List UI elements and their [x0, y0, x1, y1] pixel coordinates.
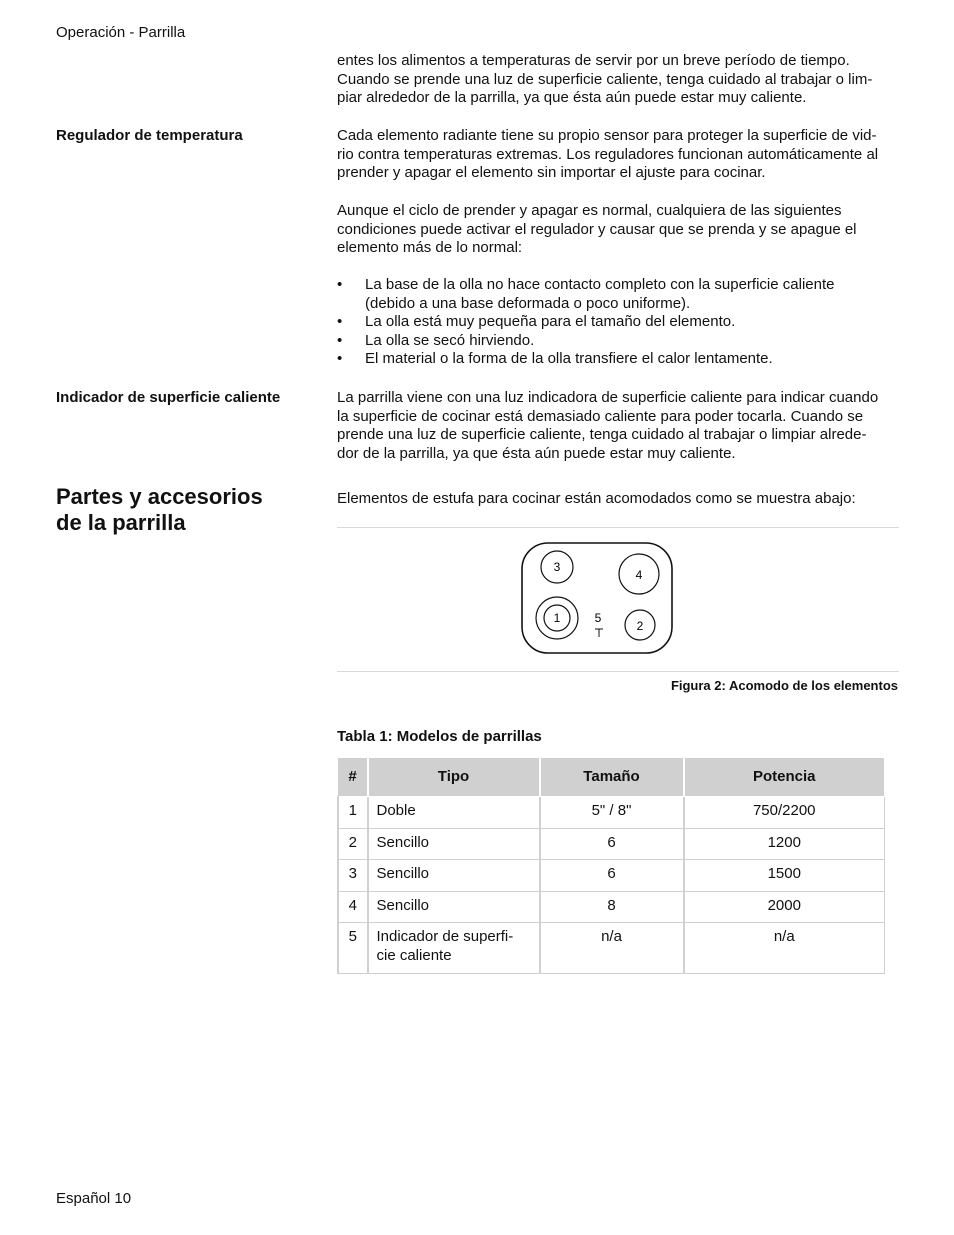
table-row	[338, 797, 885, 829]
cell-tipo: Indicador de superfi- cie caliente	[368, 923, 540, 973]
text-line: Aunque el ciclo de prender y apagar es normal, cualquiera de las siguientes	[337, 202, 842, 219]
intro-line: Cuando se prende una luz de superficie caliente, tenga cuidado al trabajar o lim-	[337, 70, 873, 88]
cell-num: 2	[338, 828, 368, 860]
col-header-tipo: Tipo	[368, 758, 540, 797]
list-item: • El material o la forma de la olla transfiere el calor lentamente.	[337, 350, 899, 369]
element-5-label: 5	[594, 611, 602, 625]
cell-potencia: n/a	[684, 923, 885, 973]
table-row	[338, 891, 885, 923]
list-item: • La base de la olla no hace contacto completo con la superficie caliente (debido a una base deformada o poco uniforme).	[337, 276, 899, 313]
page-header: Operación - Parrilla	[56, 24, 186, 41]
text-line: condiciones puede activar el regulador y causar que se prenda y se apague el	[337, 220, 857, 238]
element-4-label: 4	[635, 568, 643, 582]
text-line: dor de la parrilla, ya que ésta aún puede estar muy caliente.	[337, 444, 736, 462]
cell-num: 4	[338, 891, 368, 923]
models-table	[337, 757, 885, 974]
col-header-potencia: Potencia	[684, 758, 885, 797]
cell-tamano: n/a	[540, 923, 684, 973]
regulator-paragraph-2	[337, 202, 899, 258]
cell-potencia: 2000	[684, 891, 885, 923]
text-line: prender y apagar el elemento sin importar el ajuste para cocinar.	[337, 164, 766, 182]
table-caption: Tabla 1: Modelos de parrillas	[337, 728, 542, 745]
parts-heading: Partes y accesorios de la parrilla	[56, 484, 263, 535]
element-1-label: 1	[553, 611, 561, 625]
element-3-label: 3	[553, 560, 561, 574]
table-header-row	[338, 758, 885, 797]
intro-line: entes los alimentos a temperaturas de servir por un breve período de tiempo.	[337, 52, 850, 69]
list-item: • La olla está muy pequeña para el tamaño del elemento.	[337, 313, 899, 332]
cell-tamano: 6	[540, 828, 684, 860]
text-line: elemento más de lo normal:	[337, 239, 523, 257]
text-line: prende una luz de superficie caliente, tenga cuidado al trabajar o limpiar alrede-	[337, 426, 867, 444]
regulator-paragraph-1	[337, 127, 899, 183]
table-row	[338, 860, 885, 892]
text-line: rio contra temperaturas extremas. Los reguladores funcionan automáticamente al	[337, 145, 879, 163]
text-line: la superficie de cocinar está demasiado caliente para poder tocarla. Cuando se	[337, 407, 864, 425]
cooktop-layout-figure	[520, 541, 676, 656]
intro-line: piar alrededor de la parrilla, ya que ésta aún puede estar muy caliente.	[337, 89, 807, 107]
cell-tipo: Sencillo	[368, 891, 540, 923]
parts-intro-text: Elementos de estufa para cocinar están acomodados como se muestra abajo:	[337, 490, 856, 507]
indicator-heading: Indicador de superficie caliente	[56, 389, 281, 406]
table-row	[338, 923, 885, 973]
cell-tamano: 5" / 8"	[540, 797, 684, 829]
cell-potencia: 750/2200	[684, 797, 885, 829]
cell-num: 3	[338, 860, 368, 892]
col-header-num: #	[338, 758, 368, 797]
indicator-paragraph	[337, 389, 899, 463]
list-item: • La olla se secó hirviendo.	[337, 332, 899, 351]
regulator-conditions-list	[337, 276, 899, 369]
text-line: La parrilla viene con una luz indicadora de superficie caliente para indicar cuando	[337, 389, 879, 406]
figure-bottom-divider	[337, 671, 899, 672]
cell-tipo: Doble	[368, 797, 540, 829]
regulator-heading: Regulador de temperatura	[56, 127, 243, 144]
cell-tipo: Sencillo	[368, 860, 540, 892]
cell-tamano: 6	[540, 860, 684, 892]
element-2-label: 2	[636, 619, 644, 633]
cell-num: 5	[338, 923, 368, 973]
figure-caption: Figura 2: Acomodo de los elementos	[670, 678, 898, 693]
col-header-tamano: Tamaño	[540, 758, 684, 797]
table-row	[338, 828, 885, 860]
text-line: Cada elemento radiante tiene su propio sensor para proteger la superficie de vid-	[337, 127, 877, 144]
cell-num: 1	[338, 797, 368, 829]
cell-potencia: 1200	[684, 828, 885, 860]
page-footer: Español 10	[56, 1190, 132, 1207]
cell-tamano: 8	[540, 891, 684, 923]
cell-potencia: 1500	[684, 860, 885, 892]
intro-paragraph	[337, 52, 899, 108]
cell-tipo: Sencillo	[368, 828, 540, 860]
figure-top-divider	[337, 527, 899, 528]
